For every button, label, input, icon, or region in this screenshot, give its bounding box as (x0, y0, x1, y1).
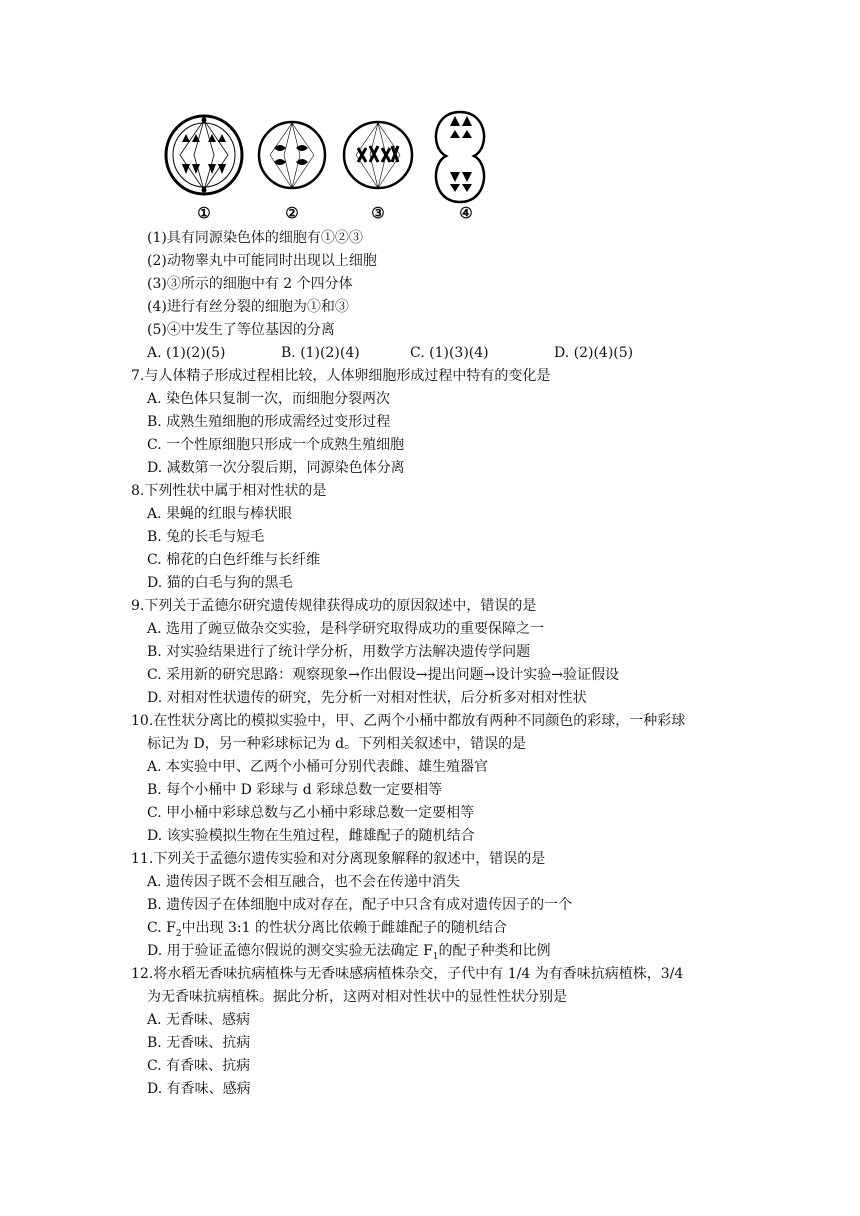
cell-3-diagram (344, 122, 412, 188)
q6-option-b: B. (1)(2)(4) (281, 345, 360, 361)
q11-option-d-text: 的配子种类和比例 (438, 943, 551, 959)
q9-option-d: D. 对相对性状遗传的研究，先分析一对相对性状，后分析多对相对性状 (147, 690, 587, 706)
q8-option-d: D. 猫的白毛与狗的黑毛 (147, 575, 293, 591)
q10-option-c: C. 甲小桶中彩球总数与乙小桶中彩球总数一定要相等 (147, 805, 475, 821)
q11-option-d (147, 941, 551, 963)
q10-stem-line-1: 10.在性状分离比的模拟实验中，甲、乙两个小桶中都放有两种不同颜色的彩球，一种彩球 (131, 713, 686, 729)
q10-option-a: A. 本实验中甲、乙两个小桶可分别代表雌、雄生殖器官 (147, 759, 489, 775)
q11-option-b: B. 遗传因子在体细胞中成对存在，配子中只含有成对遗传因子的一个 (147, 897, 573, 913)
q11-option-a: A. 遗传因子既不会相互融合，也不会在传递中消失 (147, 874, 461, 890)
q9-option-b: B. 对实验结果进行了统计学分析，用数学方法解决遗传学问题 (147, 644, 531, 660)
cell-label-1: ① (197, 204, 211, 222)
q6-option-c: C. (1)(3)(4) (410, 345, 489, 361)
cell-1-diagram (166, 116, 242, 194)
cell-2-diagram (259, 122, 325, 188)
cell-label-4: ④ (459, 204, 473, 222)
q9-option-c: C. 采用新的研究思路：观察现象→作出假设→提出问题→设计实验→验证假设 (147, 667, 620, 683)
q8-option-c: C. 棉花的白色纤维与长纤维 (147, 552, 321, 568)
q6-option-a: A. (1)(2)(5) (147, 345, 226, 361)
q7-stem: 7.与人体精子形成过程相比较，人体卵细胞形成过程中特有的变化是 (131, 368, 551, 384)
q8-option-b: B. 兔的长毛与短毛 (147, 529, 265, 545)
cell-label-3: ③ (371, 204, 385, 222)
cell-division-figure (160, 108, 500, 226)
cell-label-2: ② (285, 204, 299, 222)
q11-stem: 11.下列关于孟德尔遗传实验和对分离现象解释的叙述中，错误的是 (131, 851, 546, 867)
q12-option-c: C. 有香味、抗病 (147, 1058, 251, 1074)
q6-option-d: D. (2)(4)(5) (554, 345, 634, 361)
q11-option-c-text: 中出现 3:1 的性状分离比依赖于雌雄配子的随机结合 (181, 920, 507, 936)
q7-option-c: C. 一个性原细胞只形成一个成熟生殖细胞 (147, 437, 405, 453)
q11-option-c-subscript: 2 (175, 929, 182, 939)
q10-option-d: D. 该实验模拟生物在生殖过程，雌雄配子的随机结合 (147, 828, 475, 844)
q10-option-b: B. 每个小桶中 D 彩球与 d 彩球总数一定要相等 (147, 782, 443, 798)
q12-option-b: B. 无香味、抗病 (147, 1035, 251, 1051)
q12-stem-line-2: 为无香味抗病植株。据此分析，这两对相对性状中的显性性状分别是 (147, 989, 567, 1005)
q6-statement-2: (2)动物睾丸中可能同时出现以上细胞 (147, 253, 377, 269)
q12-stem-line-1: 12.将水稻无香味抗病植株与无香味感病植株杂交，子代中有 1/4 为有香味抗病植株，3/4 (131, 966, 684, 982)
q10-stem-line-2: 标记为 D，另一种彩球标记为 d。下列相关叙述中，错误的是 (147, 736, 527, 752)
q7-option-d: D. 减数第一次分裂后期，同源染色体分离 (147, 460, 405, 476)
q7-option-b: B. 成熟生殖细胞的形成需经过变形过程 (147, 414, 391, 430)
q6-statement-5: (5)④中发生了等位基因的分离 (147, 322, 335, 338)
q9-option-a: A. 选用了豌豆做杂交实验，是科学研究取得成功的重要保障之一 (147, 621, 545, 637)
q6-statement-3: (3)③所示的细胞中有 2 个四分体 (147, 276, 353, 292)
q8-stem: 8.下列性状中属于相对性状的是 (131, 483, 327, 499)
q12-option-a: A. 无香味、感病 (147, 1012, 251, 1028)
q6-statement-4: (4)进行有丝分裂的细胞为①和③ (147, 299, 349, 315)
cell-4-diagram (436, 112, 484, 202)
q11-option-c-prefix: C. F (147, 920, 176, 936)
q6-statement-1: (1)具有同源染色体的细胞有①②③ (147, 230, 363, 246)
q9-stem: 9.下列关于孟德尔研究遗传规律获得成功的原因叙述中，错误的是 (131, 598, 537, 614)
q8-option-a: A. 果蝇的红眼与棒状眼 (147, 506, 293, 522)
q7-option-a: A. 染色体只复制一次，而细胞分裂两次 (147, 391, 391, 407)
q11-option-d-subscript: 1 (432, 952, 439, 962)
q12-option-d: D. 有香味、感病 (147, 1081, 251, 1097)
q11-option-d-prefix: D. 用于验证孟德尔假说的测交实验无法确定 F (147, 943, 433, 959)
q11-option-c (147, 918, 507, 940)
